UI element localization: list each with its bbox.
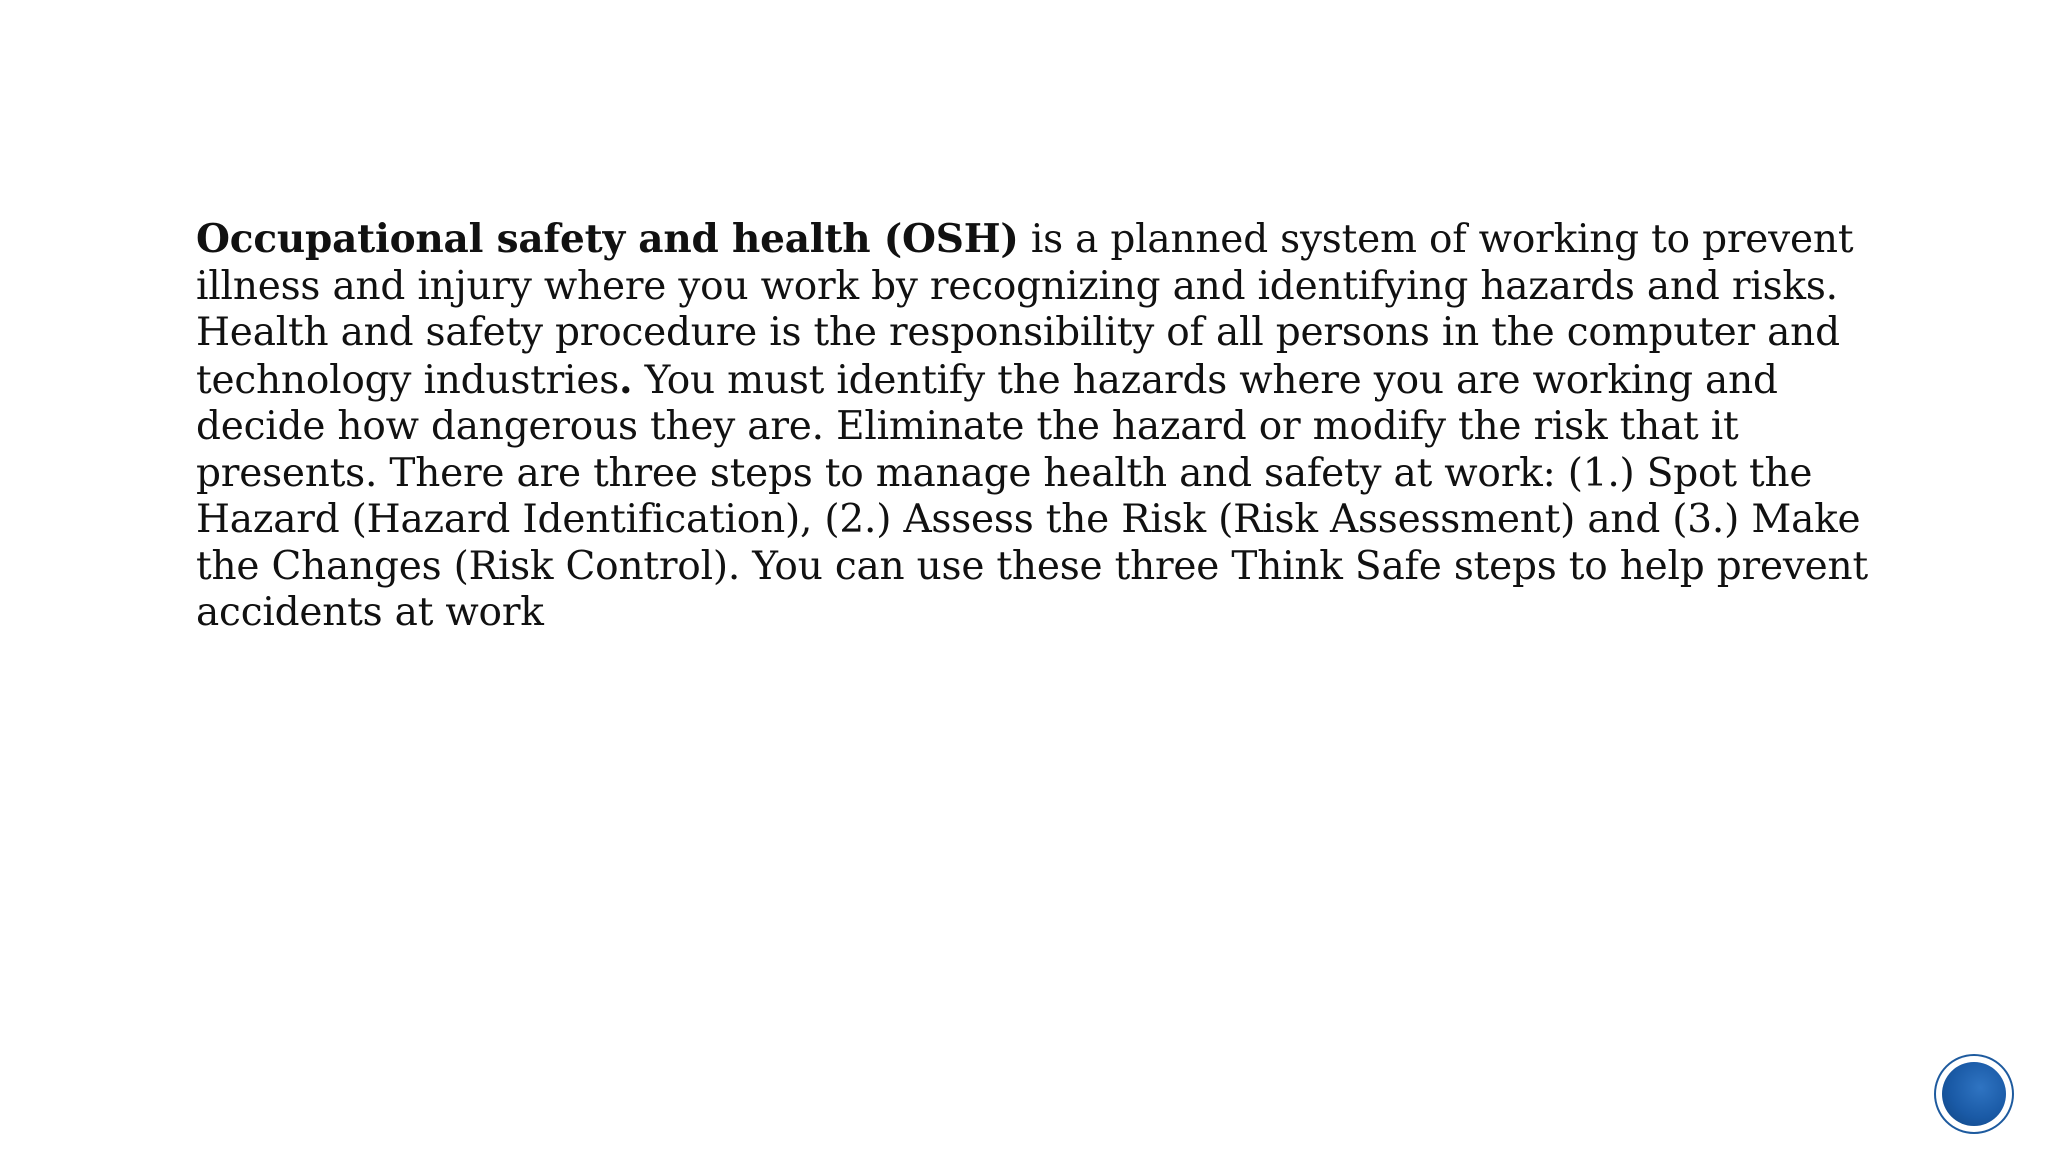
paragraph-part-2: You must identify the hazards where you are working and decide how dangerous they are. Eliminate the hazard or modify the risk that it presents. There are three steps to manage health and safety at work: (1.) Spot the Hazard (Hazard Identification), (2.) Assess the Risk (Risk Assessment) and (3.) Make the Changes (Risk Control). You can use these three Think Safe steps to help prevent accidents at work (196, 357, 1868, 635)
osh-paragraph (196, 216, 1896, 637)
badge-fill (1942, 1062, 2006, 1126)
paragraph-part-1: is a planned system of working to prevent illness and injury where you work by recognizing and identifying hazards and risks. Health and safety procedure is the responsibility of all persons in the computer and technology industries (196, 217, 1854, 403)
circle-badge-icon (1936, 1056, 2012, 1132)
bold-period: . (619, 356, 633, 403)
osh-term: Occupational safety and health (OSH) (196, 216, 1019, 262)
